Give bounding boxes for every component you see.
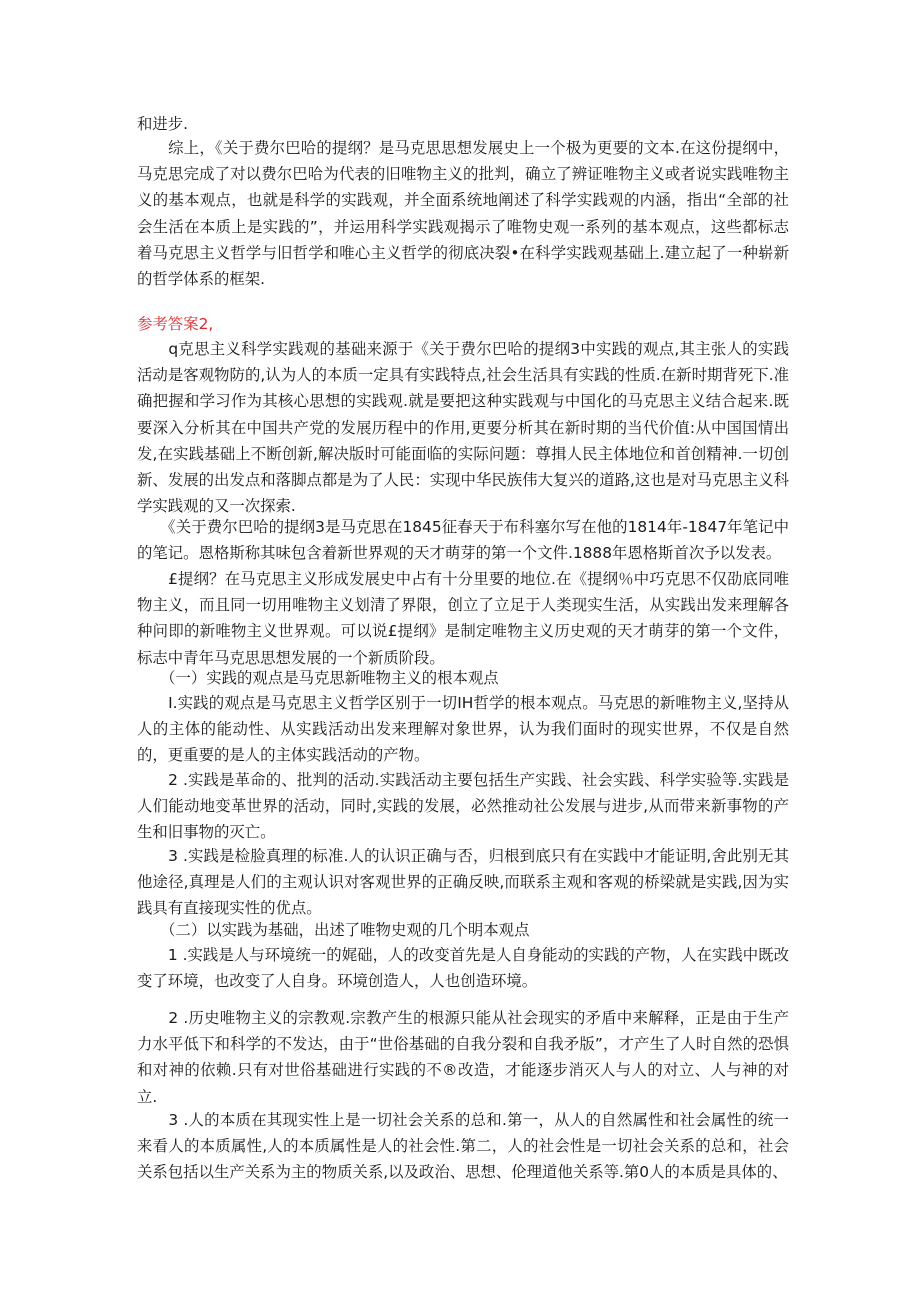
point-1-3: 3 .实践是检脸真理的标准.人的认识正确与否，归根到底只有在实践中才能证明,舍此别无其他途径,真理是人们的主观认识对客观世界的正确反映,而联系主观和客观的桥梁就是实践,因为实践具有直接现实性的优点。 xyxy=(137,847,789,918)
point-1-1: I.实践的观点是马克思主义哲学区别于一切IH哲学的根本观点。马克思的新唯物主义,坚持从人的主体的能动性、从实践活动出发来理解对象世界，认为我们面时的现实世界，不仅是自然的，更重要的是人的主体实践活动的产物。 xyxy=(137,694,789,765)
paragraph-summary: 综上，《关于费尔巴哈的提纲？是马克思思想发展史上一个极为更要的文本.在这份提纲中，马克思完成了对以费尔巴哈为代表的旧唯物主义的批判，确立了辨证唯物主义或者说实践唯物主义的基本观点，也就是科学的实践观，并全面系统地阐述了科学实践观的内涵，指出“全部的社会生活在本质上是实践的”，并运用科学实践观揭示了唯物史观一系列的基本观点，这些都标志着马克思主义哲学与旧哲学和唯心主义哲学的彻底决裂•在科学实践观基础上.建立起了一种崭新的哲学体系的框架. xyxy=(137,139,789,289)
paragraph-theses-status: £提纲？在马克思主义形成发展史中占有十分里要的地位.在《提纲％中巧克思不仅劭底同唯物主义，而且同一切用唯物主义划清了界限，创立了立足于人类现实生活，从实践出发来理解各种问即的新唯物主义世界观。可以说£提纲》是制定唯物主义历史观的天才萌芽的第一个文件，标志中青年马克思思想发展的一个新质阶段。 xyxy=(137,570,789,667)
paragraph-continuation: 和进步. xyxy=(137,115,189,133)
point-1-2: 2 .实践是革命的、批判的活动.实践活动主要包括生产实践、社会实践、科学实验等.实践是人们能动地变革世界的活动，同时,实践的发展，必然推动社公发展与进步,从而带来新事物的产生和旧事物的灭亡。 xyxy=(137,771,789,842)
section-heading-1: （一）实践的观点是马克思新唯物主义的根本观点 xyxy=(137,669,499,687)
point-2-1: 1 .实践是人与环境统一的娓础，人的改变首先是人自身能动的实践的产物，人在实践中既改变了环境，也改变了人自身。环境创造人，人也创造环境。 xyxy=(137,946,789,991)
paragraph-theses-origin: 《关于费尔巴哈的提纲3是马克思在1845征春天于布科塞尔写在他的1814年-1847年笔记中的笔记。恩格斯称其味包含着新世界观的天才萌芽的第一个文件.1888年恩格斯首次予以发表。 xyxy=(137,518,789,563)
point-2-2: 2 .历史唯物主义的宗教观.宗教产生的根源只能从社会现实的矛盾中来解释，正是由于生产力水平低下和科学的不发达，由于“世俗基础的自我分裂和自我矛版”，才产生了人时自然的恐惧和对神的依赖.只有对世俗基础进行实践的不®改造，才能逐步消灭人与人的对立、人与神的对立. xyxy=(137,1009,789,1106)
point-2-3: 3 .人的本质在其现实性上是一切社会关系的总和.第一，从人的自然属性和社会属性的统一来看人的本质属性,人的本质属性是人的社会性.第二，人的社会性是一切社会关系的总和，社会关系包括以生产关系为主的物质关系,以及政治、思想、伦理道他关系等.第0人的本质是具体的、 xyxy=(137,1111,789,1182)
section-heading-2: （二）以实践为基础，出述了唯物史观的几个明本观点 xyxy=(137,921,530,939)
reference-answer-heading: 参考答案2, xyxy=(137,315,214,333)
paragraph-practice-view: q克思主义科学实践观的基础来源于《关于费尔巴哈的提纲3中实践的观点,其主张人的实践活动是客观物防的,认为人的本质一定具有实践特点,社会生活具有实践的性质.在新时期背死下.准确把握和学习作为其核心思想的实践观.就是要把这种实践观与中国化的马克思主义结合起来.既要深入分析其在中国共产党的发展历程中的作用,更要分析其在新时期的当代价值:从中国国情出发,在实践基础上不断创新,解决版时可能面临的实际问题：尊揖人民主体地位和首创精神.一切创新、发展的出发点和落脚点都是为了人民：实现中华民族伟大复兴的道路,这也是对马克思主义科学实践观的又一次探索. xyxy=(137,340,789,516)
